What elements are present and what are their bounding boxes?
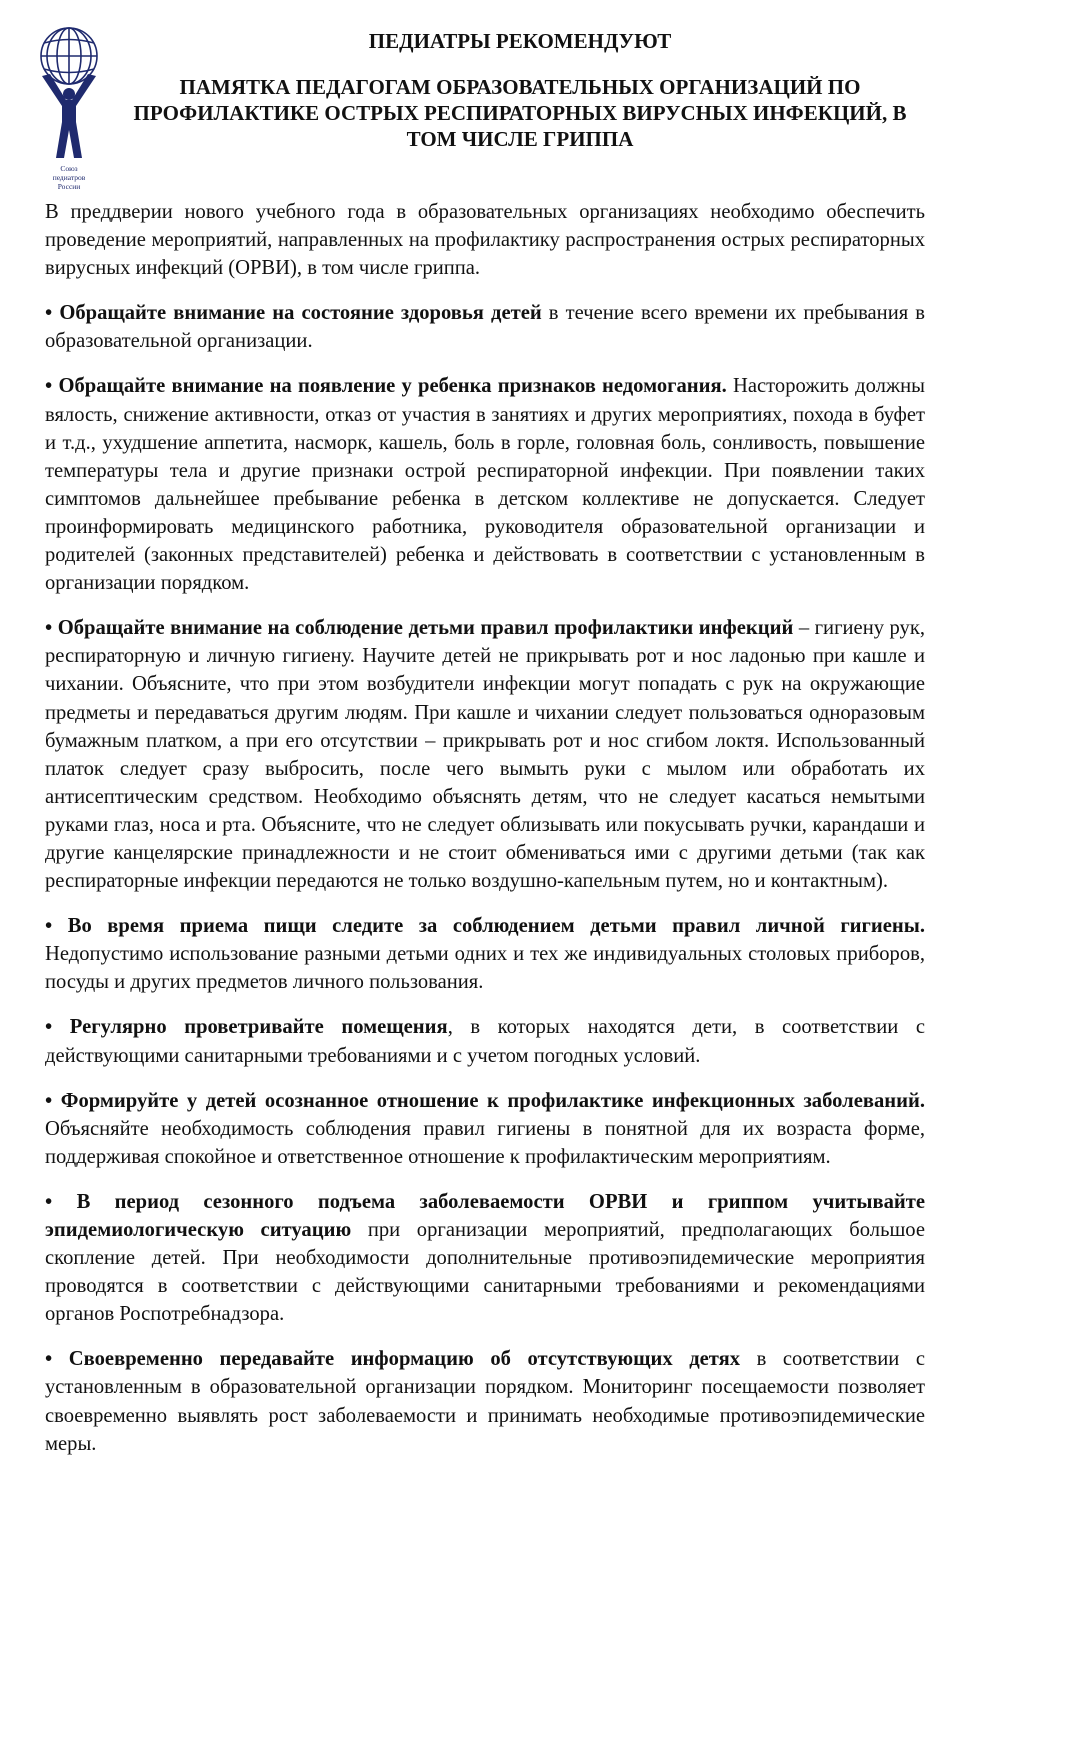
bullet-icon: •	[45, 1089, 53, 1112]
intro-paragraph: В преддверии нового учебного года в образовательных организациях необходимо обеспечить проведение мероприятий, направленных на профилактику распространения острых респираторных вирусных инфекций (ОРВИ), в том числе гриппа.	[45, 201, 925, 280]
organization-logo	[36, 26, 102, 194]
recommendation-text: в течение всего времени их пребывания в образовательной организации.	[45, 302, 926, 353]
recommendation-item	[45, 372, 925, 597]
recommendation-lead: Формируйте у детей осознанное отношение к профилактике инфекционных заболеваний.	[60, 1089, 925, 1112]
document-title: ПАМЯТКА ПЕДАГОГАМ ОБРАЗОВАТЕЛЬНЫХ ОРГАНИЗАЦИЙ ПО ПРОФИЛАКТИКЕ ОСТРЫХ РЕСПИРАТОРНЫХ ВИРУСНЫХ ИНФЕКЦИЙ, В ТОМ ЧИСЛЕ ГРИППА	[133, 75, 907, 151]
recommendation-text: Насторожить должны вялость, снижение активности, отказ от участия в занятиях и других мероприятиях, похода в буфет и т.д., ухудшение аппетита, насморк, кашель, боль в горле, головная боль, сонливость, повышение температуры тела и другие признаки острой респираторной инфекции. При появлении таких симптомов дальнейшее пребывание ребенка в детском коллективе не допускается. Следует проинформировать медицинского работника, руководителя образовательной организации и родителей (законных представителей) ребенка и действовать в соответствии с установленным в организации порядком.	[45, 375, 925, 595]
recommendation-text: Недопустимо использование разными детьми одних и тех же индивидуальных столовых приборов, посуды и других предметов личного пользования.	[45, 943, 925, 994]
document-body	[45, 198, 925, 1475]
bullet-icon: •	[45, 1190, 53, 1213]
bullet-icon: •	[45, 1016, 53, 1039]
bullet-icon: •	[45, 915, 53, 938]
document-header	[110, 28, 930, 152]
recommendation-item	[45, 614, 925, 895]
recommendation-item	[45, 912, 925, 996]
header-kicker: ПЕДИАТРЫ РЕКОМЕНДУЮТ	[368, 29, 672, 53]
recommendation-text: при организации мероприятий, предполагающих большое скопление детей. При необходимости дополнительные противоэпидемические мероприятия проводятся в соответствии с действующими санитарными требованиями и рекомендациями органов Роспотребнадзора.	[45, 1219, 926, 1326]
globe-person-icon	[36, 26, 102, 164]
recommendation-item	[45, 1188, 925, 1328]
recommendation-text: – гигиену рук, респираторную и личную гигиену. Научите детей не прикрывать рот и нос ладонью при кашле и чихании. Объясните, что при этом возбудители инфекции могут попадать с рук на окружающие предметы и передаваться другим людям. При кашле и чихании следует пользоваться одноразовым бумажным платком, а при его отсутствии – прикрывать рот и нос сгибом локтя. Использованный платок следует сразу выбросить, после чего вымыть руки с мылом или обработать их антисептическим средством. Необходимо объяснять детям, что не следует касаться немытыми руками глаз, носа и рта. Объясните, что не следует облизывать или покусывать ручки, карандаши и другие канцелярские принадлежности и не стоит обмениваться ими с другими детьми (так как респираторные инфекции передаются не только воздушно-капельным путем, но и контактным).	[45, 617, 925, 893]
logo-caption: Союз педиатров России	[52, 164, 86, 191]
recommendation-text: Объясняйте необходимость соблюдения правил гигиены в понятной для их возраста форме, поддерживая спокойное и ответственное отношение к профилактическим мероприятиям.	[45, 1117, 925, 1168]
recommendation-item	[45, 1345, 925, 1457]
bullet-icon: •	[45, 1348, 53, 1371]
recommendation-text: , в которых находятся дети, в соответствии с действующими санитарными требованиями и с учетом погодных условий.	[45, 1016, 926, 1067]
recommendation-lead: Во время приема пищи следите за соблюдением детьми правил личной гигиены.	[67, 915, 926, 938]
recommendation-lead: Обращайте внимание на появление у ребенка признаков недомогания.	[58, 375, 727, 398]
recommendation-item	[45, 1013, 925, 1069]
recommendation-lead: Обращайте внимание на состояние здоровья детей	[59, 302, 542, 325]
recommendation-lead: Обращайте внимание на соблюдение детьми правил профилактики инфекций	[57, 617, 794, 640]
recommendation-lead: В период сезонного подъема заболеваемости ОРВИ и гриппом учитывайте эпидемиологическую ситуацию	[45, 1190, 925, 1241]
recommendation-item	[45, 1087, 925, 1171]
bullet-icon: •	[45, 302, 53, 325]
recommendation-lead: Регулярно проветривайте помещения	[69, 1016, 448, 1039]
recommendation-text: в соответствии с установленным в образовательной организации порядком. Мониторинг посещаемости позволяет своевременно выявлять рост заболеваемости и принимать необходимые противоэпидемические меры.	[45, 1348, 925, 1455]
recommendation-item	[45, 299, 925, 355]
bullet-icon: •	[45, 617, 53, 640]
recommendation-lead: Своевременно передавайте информацию об отсутствующих детях	[68, 1348, 741, 1371]
bullet-icon: •	[45, 375, 53, 398]
